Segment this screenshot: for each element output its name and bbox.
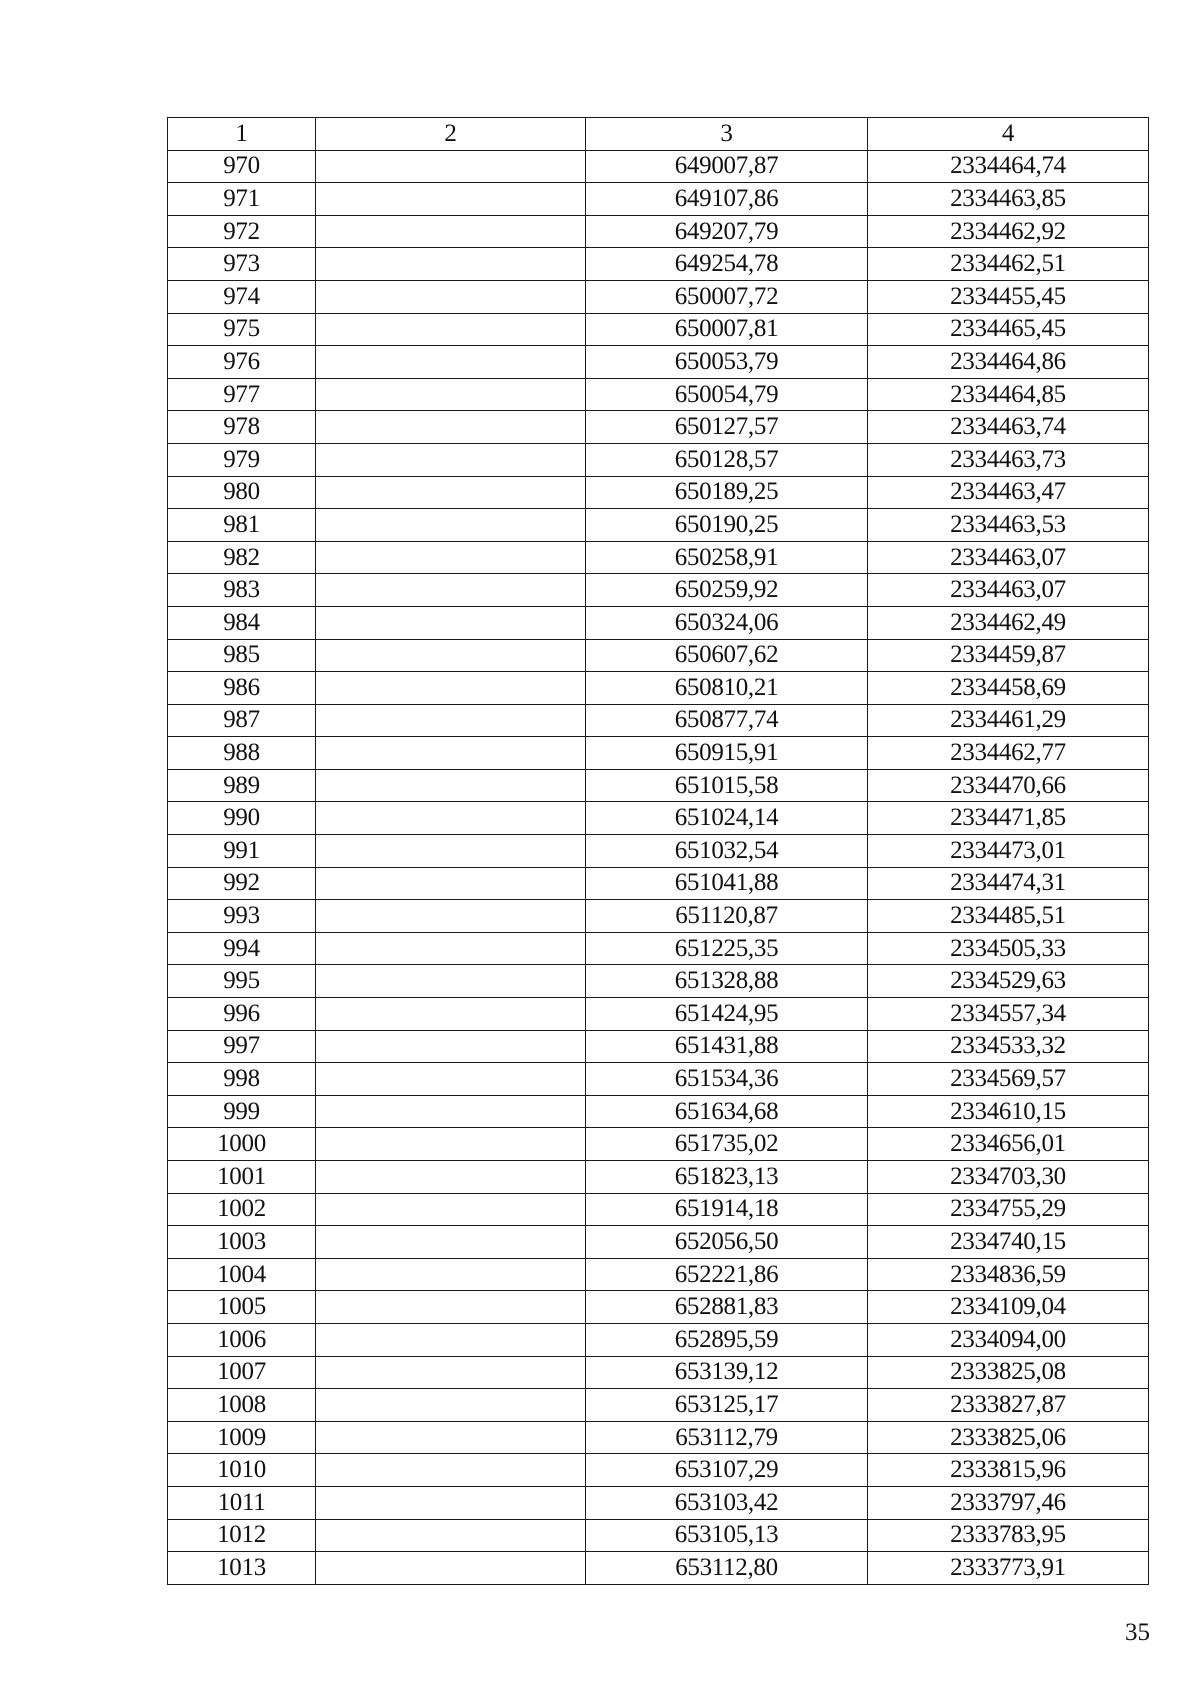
table-row — [168, 639, 1149, 672]
y-coordinate-cell: 2334094,00 — [868, 1323, 1149, 1356]
y-coordinate-cell: 2334569,57 — [868, 1063, 1149, 1096]
table-row — [168, 1389, 1149, 1422]
blank-cell — [316, 1552, 586, 1585]
y-coordinate-cell: 2334462,77 — [868, 737, 1149, 770]
point-number-cell: 982 — [168, 541, 316, 574]
x-coordinate-cell: 650189,25 — [586, 476, 868, 509]
y-coordinate-cell: 2334463,07 — [868, 541, 1149, 574]
point-number-cell: 995 — [168, 965, 316, 998]
column-header-4: 4 — [868, 118, 1149, 151]
y-coordinate-cell: 2334610,15 — [868, 1095, 1149, 1128]
blank-cell — [316, 769, 586, 802]
table-row — [168, 1226, 1149, 1259]
table-row — [168, 835, 1149, 868]
blank-cell — [316, 1323, 586, 1356]
x-coordinate-cell: 652221,86 — [586, 1258, 868, 1291]
y-coordinate-cell: 2334529,63 — [868, 965, 1149, 998]
table-row — [168, 1063, 1149, 1096]
blank-cell — [316, 411, 586, 444]
table-row — [168, 998, 1149, 1031]
table-row — [168, 1421, 1149, 1454]
table-body — [168, 150, 1149, 1584]
y-coordinate-cell: 2334505,33 — [868, 932, 1149, 965]
y-coordinate-cell: 2334463,85 — [868, 183, 1149, 216]
x-coordinate-cell: 653139,12 — [586, 1356, 868, 1389]
table-row — [168, 1095, 1149, 1128]
point-number-cell: 987 — [168, 704, 316, 737]
x-coordinate-cell: 650054,79 — [586, 378, 868, 411]
table-row — [168, 215, 1149, 248]
blank-cell — [316, 346, 586, 379]
point-number-cell: 990 — [168, 802, 316, 835]
x-coordinate-cell: 651041,88 — [586, 867, 868, 900]
y-coordinate-cell: 2333773,91 — [868, 1552, 1149, 1585]
x-coordinate-cell: 650053,79 — [586, 346, 868, 379]
y-coordinate-cell: 2334462,51 — [868, 248, 1149, 281]
blank-cell — [316, 1486, 586, 1519]
y-coordinate-cell: 2334462,92 — [868, 215, 1149, 248]
y-coordinate-cell: 2334464,85 — [868, 378, 1149, 411]
x-coordinate-cell: 651914,18 — [586, 1193, 868, 1226]
x-coordinate-cell: 650877,74 — [586, 704, 868, 737]
x-coordinate-cell: 649207,79 — [586, 215, 868, 248]
blank-cell — [316, 1454, 586, 1487]
point-number-cell: 984 — [168, 606, 316, 639]
y-coordinate-cell: 2334474,31 — [868, 867, 1149, 900]
point-number-cell: 991 — [168, 835, 316, 868]
x-coordinate-cell: 651120,87 — [586, 900, 868, 933]
blank-cell — [316, 1291, 586, 1324]
blank-cell — [316, 215, 586, 248]
x-coordinate-cell: 651225,35 — [586, 932, 868, 965]
point-number-cell: 1013 — [168, 1552, 316, 1585]
blank-cell — [316, 704, 586, 737]
table-row — [168, 1161, 1149, 1194]
x-coordinate-cell: 651534,36 — [586, 1063, 868, 1096]
blank-cell — [316, 248, 586, 281]
x-coordinate-cell: 652056,50 — [586, 1226, 868, 1259]
y-coordinate-cell: 2334485,51 — [868, 900, 1149, 933]
y-coordinate-cell: 2333797,46 — [868, 1486, 1149, 1519]
point-number-cell: 1004 — [168, 1258, 316, 1291]
table-row — [168, 574, 1149, 607]
table-row — [168, 867, 1149, 900]
x-coordinate-cell: 651328,88 — [586, 965, 868, 998]
table-row — [168, 900, 1149, 933]
table-row — [168, 1323, 1149, 1356]
point-number-cell: 971 — [168, 183, 316, 216]
y-coordinate-cell: 2334462,49 — [868, 606, 1149, 639]
page-number: 35 — [1125, 1619, 1150, 1646]
x-coordinate-cell: 650810,21 — [586, 672, 868, 705]
x-coordinate-cell: 651735,02 — [586, 1128, 868, 1161]
y-coordinate-cell: 2334461,29 — [868, 704, 1149, 737]
table-row — [168, 346, 1149, 379]
table-row — [168, 1258, 1149, 1291]
table-row — [168, 1128, 1149, 1161]
blank-cell — [316, 1193, 586, 1226]
y-coordinate-cell: 2334740,15 — [868, 1226, 1149, 1259]
point-number-cell: 1009 — [168, 1421, 316, 1454]
point-number-cell: 998 — [168, 1063, 316, 1096]
table-row — [168, 769, 1149, 802]
table-row — [168, 606, 1149, 639]
point-number-cell: 999 — [168, 1095, 316, 1128]
x-coordinate-cell: 650190,25 — [586, 509, 868, 542]
point-number-cell: 1010 — [168, 1454, 316, 1487]
blank-cell — [316, 280, 586, 313]
x-coordinate-cell: 650007,81 — [586, 313, 868, 346]
point-number-cell: 1001 — [168, 1161, 316, 1194]
point-number-cell: 1003 — [168, 1226, 316, 1259]
y-coordinate-cell: 2333825,08 — [868, 1356, 1149, 1389]
y-coordinate-cell: 2334465,45 — [868, 313, 1149, 346]
point-number-cell: 996 — [168, 998, 316, 1031]
x-coordinate-cell: 649007,87 — [586, 150, 868, 183]
table-row — [168, 248, 1149, 281]
table-row — [168, 313, 1149, 346]
y-coordinate-cell: 2334473,01 — [868, 835, 1149, 868]
table-header-row — [168, 118, 1149, 151]
y-coordinate-cell: 2333827,87 — [868, 1389, 1149, 1422]
point-number-cell: 989 — [168, 769, 316, 802]
table-row — [168, 1030, 1149, 1063]
blank-cell — [316, 1161, 586, 1194]
x-coordinate-cell: 652881,83 — [586, 1291, 868, 1324]
table-row — [168, 1291, 1149, 1324]
blank-cell — [316, 476, 586, 509]
table-row — [168, 150, 1149, 183]
table-row — [168, 378, 1149, 411]
blank-cell — [316, 1063, 586, 1096]
x-coordinate-cell: 650324,06 — [586, 606, 868, 639]
blank-cell — [316, 1421, 586, 1454]
point-number-cell: 977 — [168, 378, 316, 411]
point-number-cell: 1000 — [168, 1128, 316, 1161]
point-number-cell: 986 — [168, 672, 316, 705]
blank-cell — [316, 802, 586, 835]
table-row — [168, 802, 1149, 835]
point-number-cell: 976 — [168, 346, 316, 379]
blank-cell — [316, 1030, 586, 1063]
blank-cell — [316, 965, 586, 998]
x-coordinate-cell: 651431,88 — [586, 1030, 868, 1063]
x-coordinate-cell: 651424,95 — [586, 998, 868, 1031]
blank-cell — [316, 606, 586, 639]
blank-cell — [316, 183, 586, 216]
x-coordinate-cell: 651015,58 — [586, 769, 868, 802]
x-coordinate-cell: 650258,91 — [586, 541, 868, 574]
blank-cell — [316, 932, 586, 965]
point-number-cell: 985 — [168, 639, 316, 672]
y-coordinate-cell: 2334703,30 — [868, 1161, 1149, 1194]
point-number-cell: 973 — [168, 248, 316, 281]
y-coordinate-cell: 2333783,95 — [868, 1519, 1149, 1552]
table-row — [168, 1356, 1149, 1389]
blank-cell — [316, 998, 586, 1031]
y-coordinate-cell: 2334656,01 — [868, 1128, 1149, 1161]
table-row — [168, 280, 1149, 313]
x-coordinate-cell: 653107,29 — [586, 1454, 868, 1487]
blank-cell — [316, 1519, 586, 1552]
x-coordinate-cell: 651634,68 — [586, 1095, 868, 1128]
x-coordinate-cell: 653125,17 — [586, 1389, 868, 1422]
blank-cell — [316, 867, 586, 900]
x-coordinate-cell: 650128,57 — [586, 443, 868, 476]
blank-cell — [316, 737, 586, 770]
blank-cell — [316, 378, 586, 411]
y-coordinate-cell: 2334836,59 — [868, 1258, 1149, 1291]
column-header-2: 2 — [316, 118, 586, 151]
table-row — [168, 541, 1149, 574]
blank-cell — [316, 1226, 586, 1259]
point-number-cell: 970 — [168, 150, 316, 183]
column-header-1: 1 — [168, 118, 316, 151]
table-row — [168, 183, 1149, 216]
point-number-cell: 983 — [168, 574, 316, 607]
blank-cell — [316, 1128, 586, 1161]
y-coordinate-cell: 2333815,96 — [868, 1454, 1149, 1487]
table-row — [168, 1486, 1149, 1519]
y-coordinate-cell: 2334109,04 — [868, 1291, 1149, 1324]
point-number-cell: 997 — [168, 1030, 316, 1063]
y-coordinate-cell: 2334463,73 — [868, 443, 1149, 476]
y-coordinate-cell: 2334463,74 — [868, 411, 1149, 444]
table-row — [168, 932, 1149, 965]
table-row — [168, 476, 1149, 509]
point-number-cell: 980 — [168, 476, 316, 509]
point-number-cell: 1011 — [168, 1486, 316, 1519]
table-row — [168, 1454, 1149, 1487]
y-coordinate-cell: 2334463,53 — [868, 509, 1149, 542]
blank-cell — [316, 835, 586, 868]
point-number-cell: 994 — [168, 932, 316, 965]
blank-cell — [316, 509, 586, 542]
y-coordinate-cell: 2334557,34 — [868, 998, 1149, 1031]
point-number-cell: 1002 — [168, 1193, 316, 1226]
y-coordinate-cell: 2334755,29 — [868, 1193, 1149, 1226]
blank-cell — [316, 443, 586, 476]
y-coordinate-cell: 2334464,74 — [868, 150, 1149, 183]
point-number-cell: 1008 — [168, 1389, 316, 1422]
y-coordinate-cell: 2334533,32 — [868, 1030, 1149, 1063]
blank-cell — [316, 1095, 586, 1128]
y-coordinate-cell: 2333825,06 — [868, 1421, 1149, 1454]
point-number-cell: 981 — [168, 509, 316, 542]
y-coordinate-cell: 2334458,69 — [868, 672, 1149, 705]
table-row — [168, 443, 1149, 476]
x-coordinate-cell: 653112,79 — [586, 1421, 868, 1454]
blank-cell — [316, 1258, 586, 1291]
x-coordinate-cell: 651024,14 — [586, 802, 868, 835]
x-coordinate-cell: 652895,59 — [586, 1323, 868, 1356]
table-row — [168, 737, 1149, 770]
y-coordinate-cell: 2334455,45 — [868, 280, 1149, 313]
point-number-cell: 975 — [168, 313, 316, 346]
point-number-cell: 972 — [168, 215, 316, 248]
x-coordinate-cell: 651823,13 — [586, 1161, 868, 1194]
x-coordinate-cell: 650259,92 — [586, 574, 868, 607]
point-number-cell: 1005 — [168, 1291, 316, 1324]
blank-cell — [316, 672, 586, 705]
y-coordinate-cell: 2334470,66 — [868, 769, 1149, 802]
x-coordinate-cell: 650915,91 — [586, 737, 868, 770]
x-coordinate-cell: 653105,13 — [586, 1519, 868, 1552]
x-coordinate-cell: 653112,80 — [586, 1552, 868, 1585]
x-coordinate-cell: 650007,72 — [586, 280, 868, 313]
point-number-cell: 992 — [168, 867, 316, 900]
point-number-cell: 988 — [168, 737, 316, 770]
table-row — [168, 1519, 1149, 1552]
table-row — [168, 411, 1149, 444]
x-coordinate-cell: 650607,62 — [586, 639, 868, 672]
table-row — [168, 672, 1149, 705]
blank-cell — [316, 150, 586, 183]
point-number-cell: 978 — [168, 411, 316, 444]
table-row — [168, 509, 1149, 542]
column-header-3: 3 — [586, 118, 868, 151]
table-row — [168, 704, 1149, 737]
table-row — [168, 1552, 1149, 1585]
blank-cell — [316, 313, 586, 346]
point-number-cell: 993 — [168, 900, 316, 933]
y-coordinate-cell: 2334463,07 — [868, 574, 1149, 607]
y-coordinate-cell: 2334463,47 — [868, 476, 1149, 509]
x-coordinate-cell: 651032,54 — [586, 835, 868, 868]
blank-cell — [316, 574, 586, 607]
blank-cell — [316, 1356, 586, 1389]
point-number-cell: 1012 — [168, 1519, 316, 1552]
y-coordinate-cell: 2334464,86 — [868, 346, 1149, 379]
point-number-cell: 979 — [168, 443, 316, 476]
blank-cell — [316, 541, 586, 574]
x-coordinate-cell: 653103,42 — [586, 1486, 868, 1519]
x-coordinate-cell: 649107,86 — [586, 183, 868, 216]
y-coordinate-cell: 2334459,87 — [868, 639, 1149, 672]
blank-cell — [316, 900, 586, 933]
blank-cell — [316, 639, 586, 672]
point-number-cell: 1007 — [168, 1356, 316, 1389]
table-row — [168, 965, 1149, 998]
point-number-cell: 974 — [168, 280, 316, 313]
point-number-cell: 1006 — [168, 1323, 316, 1356]
x-coordinate-cell: 650127,57 — [586, 411, 868, 444]
table-row — [168, 1193, 1149, 1226]
blank-cell — [316, 1389, 586, 1422]
x-coordinate-cell: 649254,78 — [586, 248, 868, 281]
coordinates-table — [167, 117, 1149, 1585]
y-coordinate-cell: 2334471,85 — [868, 802, 1149, 835]
